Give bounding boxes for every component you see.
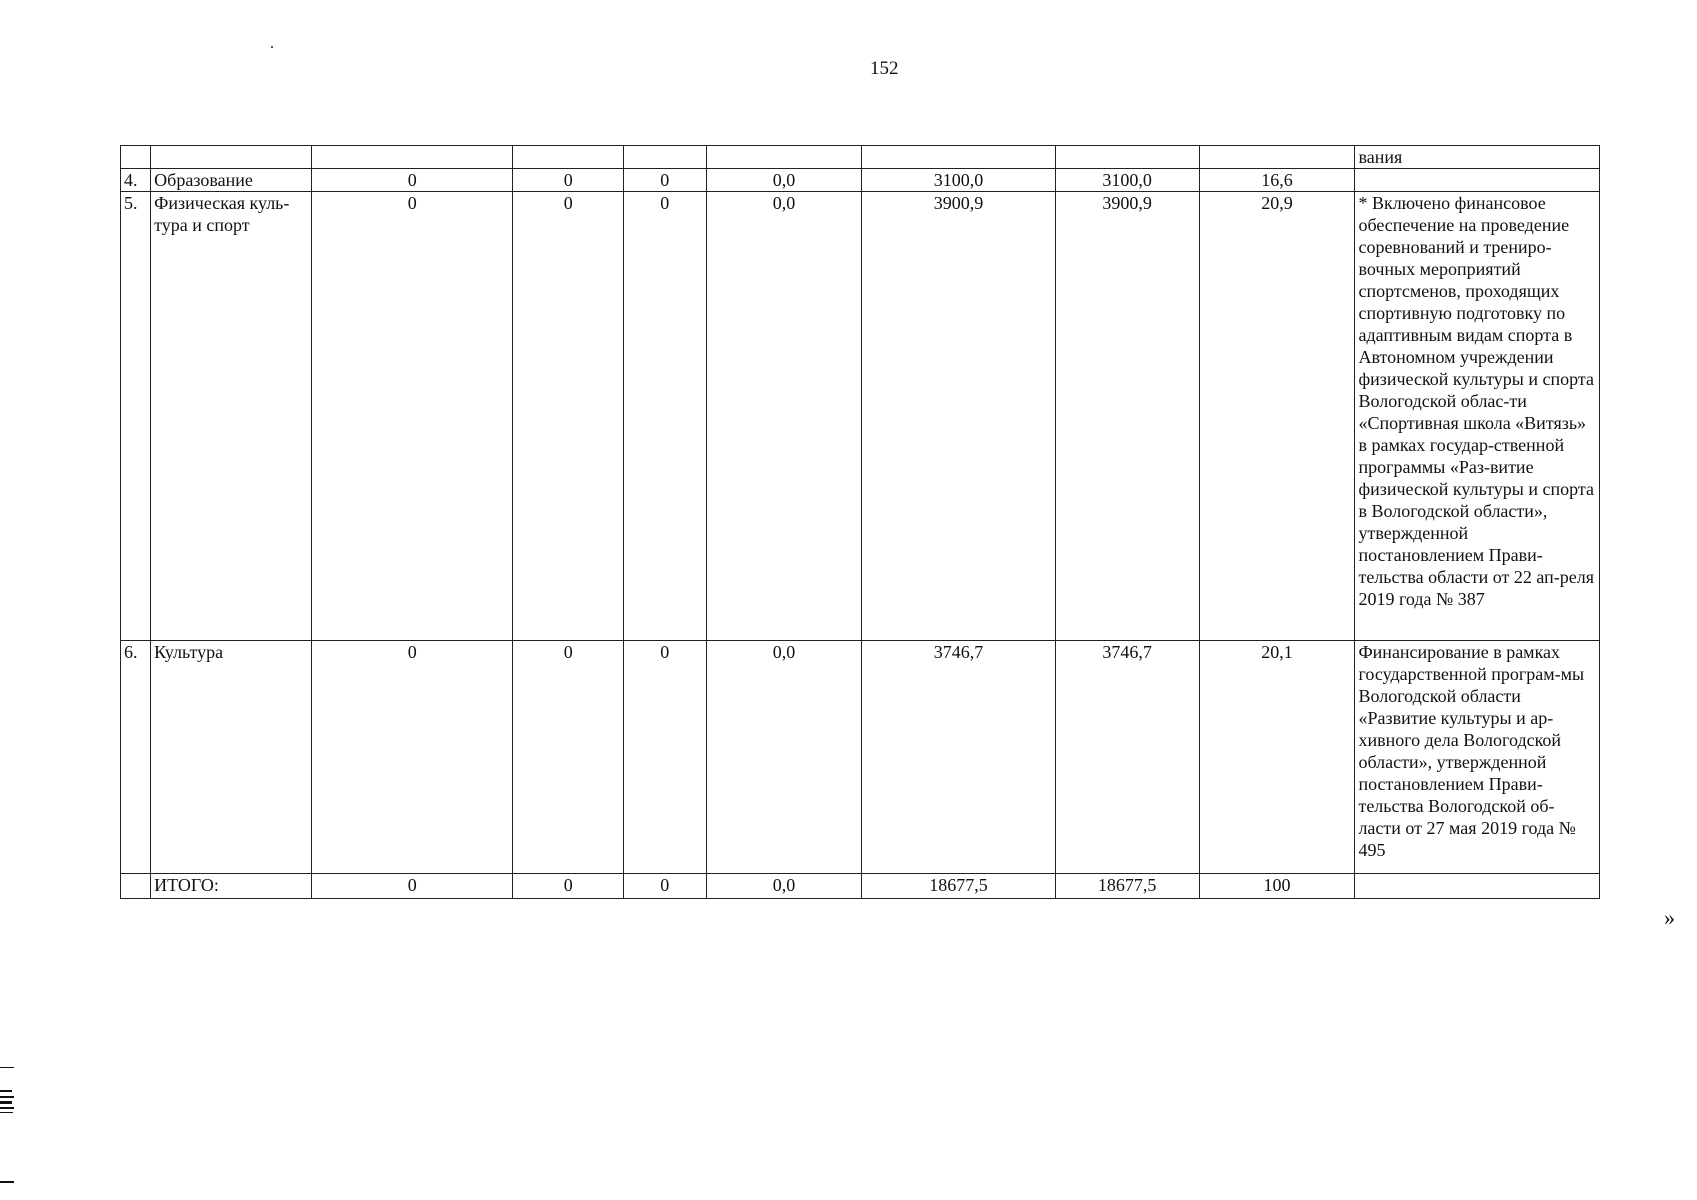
note-header-fragment: вания [1355, 146, 1600, 169]
row-name: Физическая куль-тура и спорт [151, 192, 312, 641]
row-name: Образование [151, 169, 312, 192]
margin-mark [0, 1096, 14, 1098]
total-value: 0 [312, 874, 513, 899]
header-continuation-row [121, 146, 1600, 169]
total-row [121, 874, 1600, 899]
margin-mark [0, 1067, 14, 1068]
margin-mark [0, 1090, 12, 1092]
margin-mark [0, 1101, 12, 1104]
table-row [121, 192, 1600, 641]
cell-value: 20,1 [1199, 641, 1355, 874]
table-row [121, 641, 1600, 874]
margin-mark [0, 1112, 13, 1113]
cell-value: 3746,7 [862, 641, 1055, 874]
total-value: 0 [624, 874, 707, 899]
total-value: 0,0 [706, 874, 862, 899]
cell-value: 0 [513, 641, 624, 874]
closing-quote: » [1664, 905, 1675, 930]
row-name: Культура [151, 641, 312, 874]
cell-value: 3100,0 [1055, 169, 1199, 192]
cell-value: 0 [624, 169, 707, 192]
row-note: Финансирование в рамках государственной програм-мы Вологодской области «Развитие культуры и ар-хивного дела Вологодской области», утвержденной постановлением Прави-тельства Вологодской об-ласти от 27 мая 2019 года № 495 [1355, 641, 1600, 874]
cell-value: 0 [513, 169, 624, 192]
cell-value: 0 [624, 192, 707, 641]
cell-value: 0,0 [706, 169, 862, 192]
table-row [121, 169, 1600, 192]
cell-value: 0 [312, 169, 513, 192]
cell-value: 0 [513, 192, 624, 641]
cell-value: 16,6 [1199, 169, 1355, 192]
total-note [1355, 874, 1600, 899]
margin-mark [0, 1181, 14, 1183]
cell-value: 3100,0 [862, 169, 1055, 192]
row-number: 4. [121, 169, 151, 192]
cell-value: 0,0 [706, 192, 862, 641]
cell-value: 20,9 [1199, 192, 1355, 641]
total-label: ИТОГО: [151, 874, 312, 899]
page-number: 152 [870, 58, 899, 79]
total-value: 18677,5 [862, 874, 1055, 899]
scan-speck [271, 46, 273, 48]
total-value: 18677,5 [1055, 874, 1199, 899]
total-value: 0 [513, 874, 624, 899]
row-number: 5. [121, 192, 151, 641]
cell-value: 0,0 [706, 641, 862, 874]
budget-table [120, 145, 1600, 899]
row-number: 6. [121, 641, 151, 874]
total-value: 100 [1199, 874, 1355, 899]
cell-value: 0 [312, 641, 513, 874]
cell-value: 3900,9 [1055, 192, 1199, 641]
cell-value: 0 [624, 641, 707, 874]
row-note: * Включено финансовое обеспечение на проведение соревнований и трениро-вочных мероприятий спортсменов, проходящих спортивную подготовку по адаптивным видам спорта в Автономном учреждении физической культуры и спорта Вологодской облас-ти «Спортивная школа «Витязь» в рамках государ-ственной программы «Раз-витие физической культуры и спорта в Вологодской области», утвержденной постановлением Прави-тельства области от 22 ап-реля 2019 года № 387 [1355, 192, 1600, 641]
row-note [1355, 169, 1600, 192]
margin-mark [0, 1107, 14, 1109]
cell-value: 3900,9 [862, 192, 1055, 641]
cell-value: 3746,7 [1055, 641, 1199, 874]
cell-value: 0 [312, 192, 513, 641]
